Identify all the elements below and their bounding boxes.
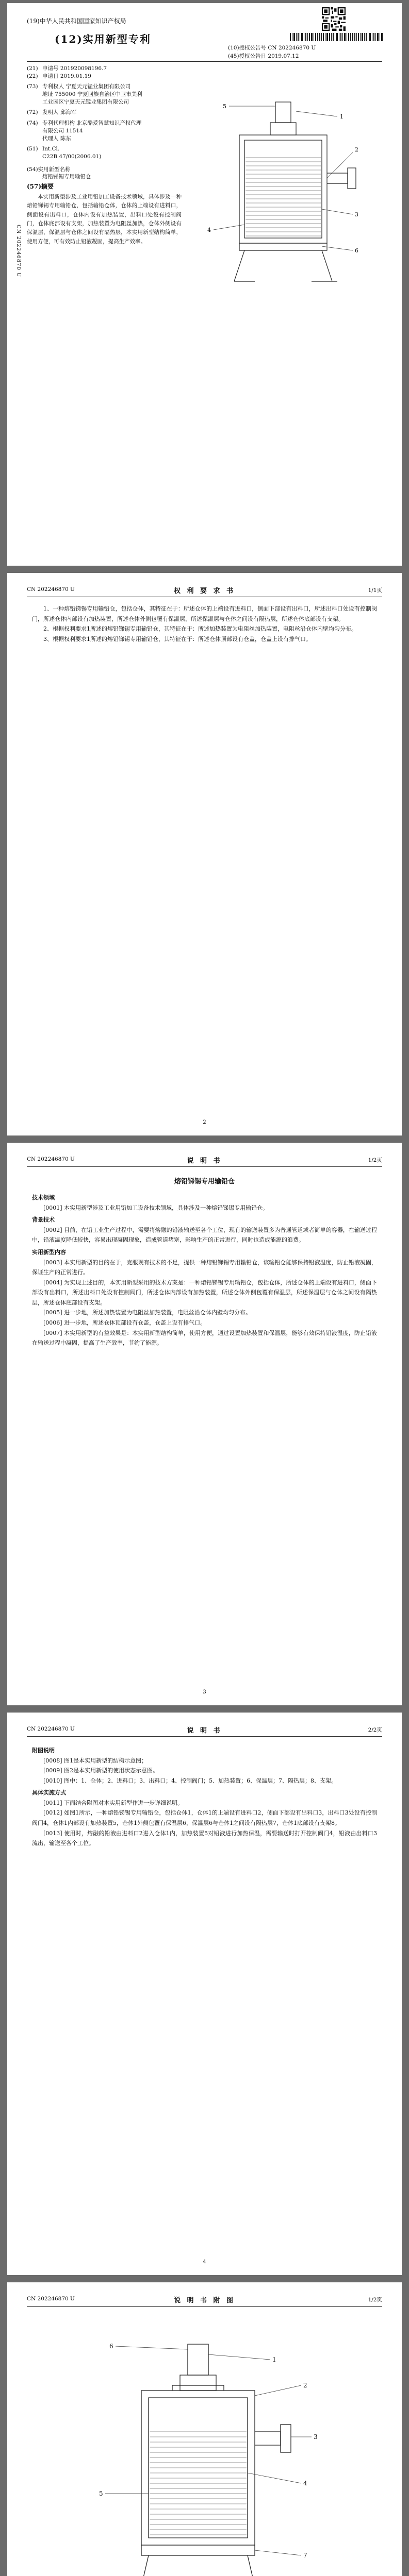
title-heading: (54)实用新型名称: [27, 166, 71, 173]
section-title: 说 明 书: [187, 1727, 222, 1735]
claim-1: 1、一种熔铅锑锡专用输铅仓，包括仓体，其特征在于：所述仓体的上端设有进料口，侧面下部设有出料口，所述出料口处设有控制阀门，所述仓体内部设有加热装置，所述仓体外侧包覆有保温层，所述保温层与仓体之间设有隔热层，所述仓体底部设有支架。: [32, 605, 377, 622]
paragraph: [0004] 为实现上述目的，本实用新型采用的技术方案是：一种熔铅锑锡专用输铅仓，包括仓体，所述仓体的上端设有进料口，侧面下部设有出料口，所述出料口处设有控制阀门，所述仓体内部设有加热装置，所述仓体外侧包覆有保温层，所述保温层与仓体之间设有隔热层，所述仓体底部设有支架。: [32, 1279, 377, 1306]
figure-label: 7: [303, 2552, 307, 2559]
paragraph: [0013] 使用时，熔融的铅液由进料口2进入仓体1内，加热装置5对铅液进行加热保温，需要输送时打开控制阀门4，铅液由出料口3流出，输送至各个工位。: [32, 1829, 377, 1847]
field-row: 地址 755000 宁夏回族自治区中卫市美利: [42, 91, 142, 98]
figure-1-drawing: [85, 2339, 327, 2576]
paragraph: [0001] 本实用新型涉及工业用铅加工设备技术领域，具体涉及一种熔铅锑锡专用输铅仓。: [43, 1204, 269, 1211]
abstract-figure: [198, 96, 384, 292]
page-header: [27, 586, 382, 595]
page-4-description: [7, 1713, 402, 2275]
page-2-claims: [7, 573, 402, 1136]
header-divider: [27, 61, 382, 62]
section-heading: 附图说明: [32, 1747, 55, 1754]
field-row: (74) 专利代理机构 北京酷爱智慧知识产权代理: [27, 120, 142, 127]
section-title: 权 利 要 求 书: [173, 587, 236, 595]
section-title: 说 明 书 附 图: [173, 2297, 236, 2304]
header-rule: [27, 2306, 382, 2307]
doc-number: CN 202246870 U: [27, 586, 75, 592]
field-row: C22B 47/00(2006.01): [42, 153, 102, 160]
utility-model-title: 熔铅锑锡专用输铅仓: [42, 174, 91, 180]
page-1: [7, 3, 402, 566]
field-row: (51) Int.Cl.: [27, 146, 60, 152]
paragraph: [0012] 如图1所示，一种熔铅锑锡专用输铅仓，包括仓体1，仓体1的上端设有进料口2，侧面下部设有出料口3，出料口3处设有控制阀门4，仓体1内部设有加热装置5，仓体1外侧包覆有保温层6，保温层6与仓体1之间设有隔热层7，仓体1底部设有支架8。: [32, 1809, 377, 1827]
description-body: [32, 1174, 377, 1348]
doc-number: CN 202246870 U: [27, 1726, 75, 1732]
page-ref: 1/2页: [368, 2297, 382, 2303]
field-row: (72) 发明人 邱海军: [27, 109, 77, 116]
page-number: 3: [203, 1689, 206, 1695]
paragraph: [0003] 本实用新型的目的在于，克服现有技术的不足，提供一种熔铅锑锡专用输铅仓，该输铅仓能够保持铅液温度，防止铅液凝固，保证生产的正常进行。: [32, 1259, 377, 1276]
page-5-drawing: [7, 2282, 402, 2576]
header-rule: [27, 1736, 382, 1737]
section-heading: 技术领域: [32, 1194, 55, 1201]
paragraph: [0007] 本实用新型的有益效果是：本实用新型结构简单，使用方便，通过设置加热装置和保温层，能够有效保持铅液温度，防止铅液在输送过程中凝固，提高了生产效率，节约了能源。: [32, 1329, 377, 1347]
figure-label: 6: [109, 2343, 113, 2350]
page-number: 2: [203, 1119, 206, 1125]
figure-label: 3: [314, 2433, 318, 2441]
page-ref: 1/2页: [368, 1157, 382, 1163]
field-row: (21) 申请号 201920098196.7: [27, 65, 107, 72]
page-ref: 2/2页: [368, 1727, 382, 1733]
section-heading: 具体实施方式: [32, 1789, 66, 1797]
figure-label: 3: [355, 211, 358, 218]
claim-3: 3、根据权利要求1所述的熔铅锑锡专用输铅仓，其特征在于：所述仓体顶部设有仓盖，仓盖上设有排气口。: [43, 635, 312, 642]
section-title: 说 明 书: [187, 1157, 222, 1165]
field-row: (22) 申请日 2019.01.19: [27, 73, 91, 79]
header-rule: [27, 1166, 382, 1167]
office-name: (19)中华人民共和国国家知识产权局: [27, 18, 126, 25]
figure-label: 6: [355, 247, 358, 254]
publication-date: (45)授权公告日 2019.07.12: [228, 53, 299, 59]
document-type: (12)实用新型专利: [55, 33, 151, 45]
figure-label: 1: [340, 113, 343, 120]
paragraph: [0002] 目前，在铅工业生产过程中，需要将熔融的铅液输送至各个工位，现有的输送装置多为普通管道或者简单的容器，在输送过程中，铅液温度降低较快，容易出现凝固现象，造成管道堵塞，影响生产的正常进行，同时也造成能源的浪费。: [32, 1226, 377, 1244]
paragraph: [0010] 图中：1、仓体；2、进料口；3、出料口；4、控制阀门；5、加热装置；6、保温层；7、隔热层；8、支架。: [43, 1777, 337, 1784]
field-row: (73) 专利权人 宁夏天元锰业集团有限公司: [27, 83, 131, 90]
section-heading: 实用新型内容: [32, 1249, 66, 1256]
section-heading: 背景技术: [32, 1216, 55, 1224]
page-ref: 1/1页: [368, 587, 382, 594]
description-body: [32, 1743, 377, 1849]
field-row: 有限公司 11514: [42, 127, 83, 134]
figure-label: 5: [99, 2490, 103, 2497]
bibliographic-fields: [27, 65, 192, 181]
claims-body: [32, 604, 377, 644]
doc-number: CN 202246870 U: [27, 2296, 75, 2302]
figure-label: 4: [303, 2480, 307, 2487]
page-header: [27, 1726, 382, 1734]
paragraph: [0011] 下面结合附图对本实用新型作进一步详细说明。: [43, 1799, 184, 1806]
side-document-code: CN 202246870 U: [15, 225, 21, 278]
figure-label: 2: [303, 2382, 307, 2389]
claim-2: 2、根据权利要求1所述的熔铅锑锡专用输铅仓，其特征在于：所述加热装置为电阻丝加热装置，电阻丝沿仓体内壁均匀分布。: [43, 625, 357, 633]
figure-label: 1: [272, 2356, 276, 2363]
page-header: [27, 2296, 382, 2304]
publication-number: (10)授权公告号 CN 202246870 U: [228, 45, 316, 51]
abstract-text: 本实用新型涉及工业用铅加工设备技术领域，具体涉及一种熔铅锑锡专用输铅仓，包括输铅仓体，仓体的上端设有进料口，侧面设有出料口，仓体内设有加热装置，出料口处设有控制阀门，仓体底部设有支架，加热装置为电阻丝加热，仓体外侧设有保温层，保温层与仓体之间设有隔热层，本实用新型结构简单，使用方便，可有效防止铅液凝固，提高生产效率。: [27, 194, 182, 245]
paragraph: [0006] 进一步地，所述仓体顶部设有仓盖，仓盖上设有排气口。: [43, 1319, 206, 1327]
page-3-description: [7, 1143, 402, 1705]
paragraph: [0005] 进一步地，所述加热装置为电阻丝加热装置，电阻丝沿仓体内壁均匀分布。: [43, 1309, 252, 1316]
doc-number: CN 202246870 U: [27, 1156, 75, 1162]
figure-label: 5: [223, 103, 226, 110]
field-row: 代理人 陈东: [42, 135, 71, 142]
figure-label: 4: [207, 227, 211, 233]
paragraph: [0008] 图1是本实用新型的结构示意图；: [43, 1757, 148, 1764]
barcode-icon: [290, 33, 383, 41]
page-number: 4: [203, 2259, 206, 2265]
description-title: 熔铅锑锡专用输铅仓: [174, 1178, 235, 1185]
qr-code-icon: [322, 7, 346, 31]
field-row: 工业园区宁夏天元锰业集团有限公司: [42, 98, 129, 105]
paragraph: [0009] 图2是本实用新型的使用状态示意图。: [43, 1767, 159, 1774]
figure-label: 2: [355, 146, 358, 153]
page-header: [27, 1156, 382, 1164]
abstract-heading: (57)摘要: [27, 183, 54, 190]
